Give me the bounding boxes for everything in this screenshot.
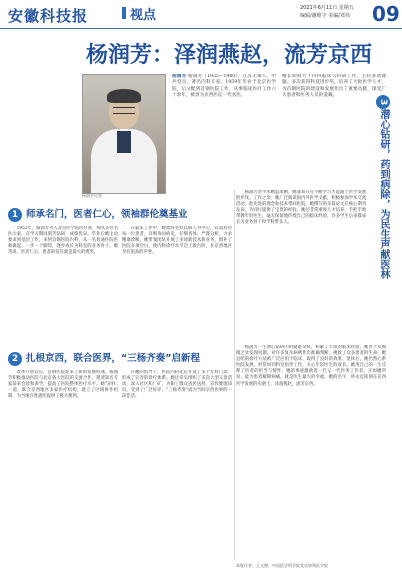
photo-hair-shape: [107, 89, 141, 103]
section-number-badge: 3: [376, 95, 390, 109]
issue-date: 2021年6月11日 星期五: [300, 5, 354, 11]
body-column: 杨润芳一生潜心钻研内科疑难杂症，积累了丰富的临床经验。她善于从细微之处发现问题，对许多复杂病例作出准确判断，挽救了众多患者的生命。她总结的诊疗方法被广泛应用于临床，取得了良好的效果。退休后，她仍然心系医院发展，经常回到科室指导工作，关心年轻医生的成长。她用自己的一生诠释了医者的担当与情怀，她的事迹激励着一代又一代医务工作者。正如她所说，能为患者解除病痛，就是医生最大的幸福。她的名字，将永远铭刻在京西医学发展的史册上，泽润燕赵，流芳京西。: [236, 345, 386, 387]
masthead: [0, 0, 402, 29]
intro-text: 杨润芳（1935—1980），江苏无锡人，中共党员，著名内科专家。1959年毕业于北京医学院，后分配到首钢医院工作，从事临床医疗工作六十余年，被誉为京西医坛一代名医。: [172, 74, 276, 98]
section-heading: [8, 206, 188, 220]
portrait-photo: [82, 74, 166, 194]
page-footer-credit: 本版作者：王文博，中国医学科学院北京协和医学院: [236, 563, 328, 568]
body-column: 在临床工作中，她始终坚持以病人为中心，认真对待每一位患者，详细询问病史，仔细查体，严谨分析，力求精准诊断。她带领团队开展了多项新技术新业务，填补了医院多项空白，使内科诊疗水平迈上新台阶，在京西地区享有很高的声誉。: [122, 226, 232, 256]
intro-column: [172, 74, 276, 99]
section-heading: [8, 350, 200, 364]
article-headline: 杨润芳：泽润燕赵，流芳京西: [86, 43, 373, 68]
section-heading-text: 师承名门，医者仁心，领袖群伦奠基业: [26, 209, 188, 220]
intro-box: [172, 74, 390, 174]
page-number: 09: [372, 2, 400, 26]
intro-text: 她长期致力于内科临床与科研工作，主持多项课题，多次获得科技进步奖，培养了大批医学人才，为首钢医院的建设和发展作出了重要贡献，深受广大患者和医务人员的爱戴。: [282, 74, 386, 98]
body-column: 改革开放以后，首钢医院迎来了新的发展机遇。杨润芳积极推动医院与北京各大医院的交流合作，邀请知名专家前来会诊和讲学，提高了医院整体医疗水平。她与同仁一道，联合京西地区多家医疗机构，建立了区域协作机制，为当地百姓就医提供了极大便利。: [8, 370, 118, 400]
section-number-badge: 1: [8, 208, 22, 222]
photo-collar-shape: [117, 131, 131, 153]
photo-caption: 杨润芳近照: [82, 193, 102, 198]
intro-column: [282, 74, 386, 99]
photo-glasses-shape: [113, 107, 135, 114]
intro-name: 杨润芳: [172, 74, 187, 79]
column-divider: [234, 190, 235, 560]
newspaper-logo: 安徽科技报: [8, 7, 89, 25]
body-column: 在她的倡导下，医院内科先后开设了多个专科门诊，形成了完善的诊疗体系。她还牵头组织了多次大型义诊活动，深入社区和厂矿，为职工群众送医送药，宣传健康知识，受到了广泛好评。“三杨齐奏”成为当时京西医界的一段佳话。: [122, 370, 232, 400]
section-heading-text: 扎根京西，联合医界，“三杨齐奏”启新程: [26, 353, 200, 364]
body-column: 1952年，杨润芳考入北京医学院医疗系，师从多位名医大家，在学习期间刻苦钻研，成绩优异。毕业后她主动要求到基层工作，来到首钢医院内科，从一名普通住院医师做起，一步一个脚印，逐步成长为科室的业务骨干。她常说，医者仁心，患者的信任就是最大的褒奖。: [8, 226, 118, 256]
section-heading-text: 潜心钻研，药到病除，为民生声献医林: [378, 109, 389, 279]
section-heading-vertical: [380, 95, 394, 279]
section-number-badge: 2: [8, 352, 22, 366]
editors-line: 编辑/谢维宇 美编/邓伟: [300, 13, 350, 19]
body-column: 杨润芳对学术精益求精，她深知只有不断学习才能跟上医学发展的步伐。工作之余，她广泛阅读国内外医学文献，积极参加学术交流活动，把先进的理念和技术带回医院。她撰写的多篇论文在核心期刊发表，为同行提供了宝贵的经验。她还非常重视人才培养，手把手地带教年轻医生，毫无保留地传授自己的临床经验，许多学生后来都成长为业务骨干和学科带头人。: [236, 190, 366, 226]
section-title: 视点: [130, 4, 156, 23]
